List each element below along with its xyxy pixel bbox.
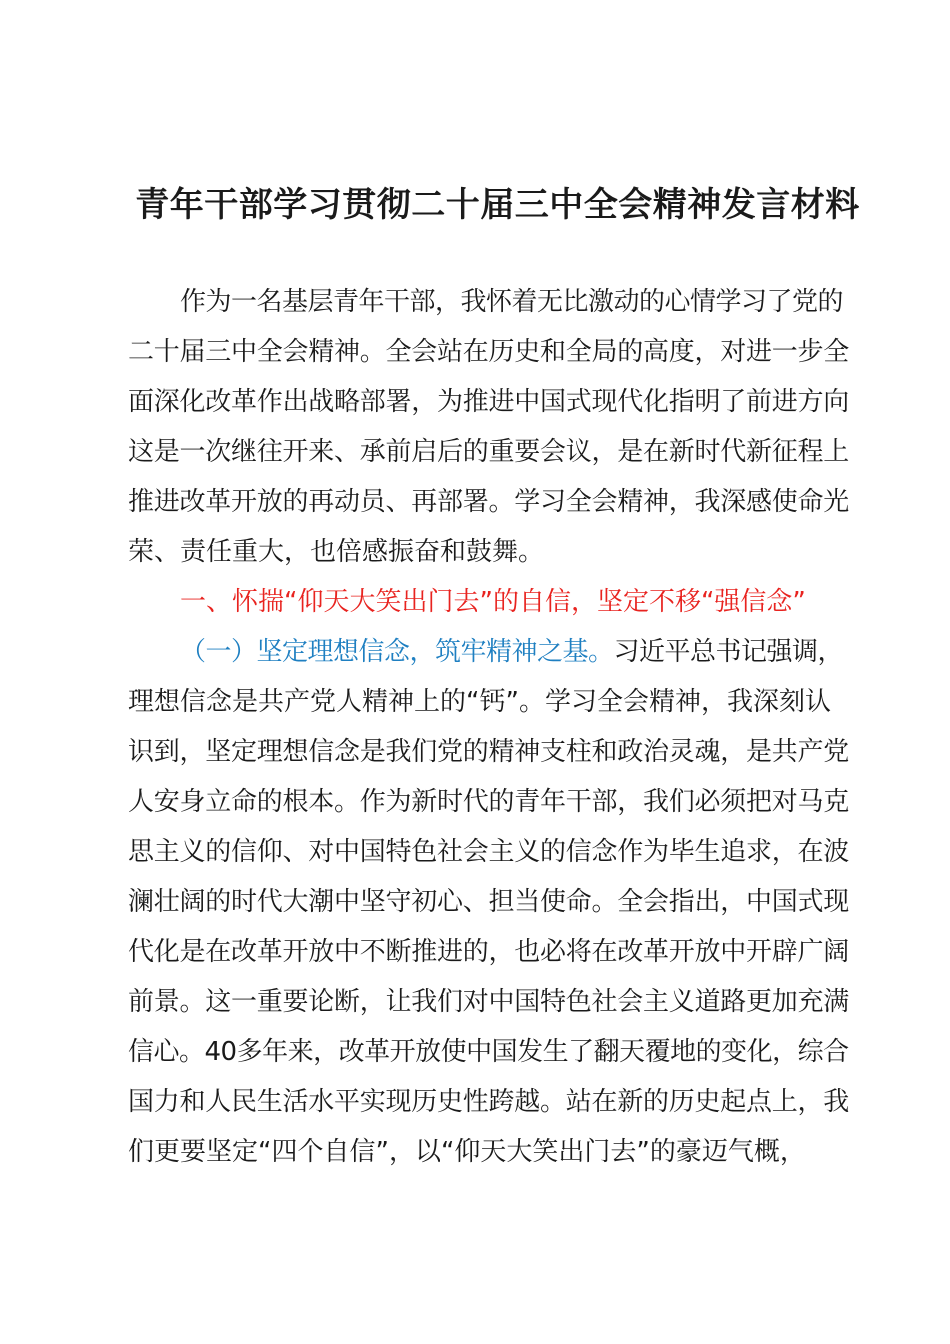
paragraph-line: 识到，坚定理想信念是我们党的精神支柱和政治灵魂，是共产党	[128, 737, 850, 767]
paragraph-line: 信心。40多年来，改革开放使中国发生了翻天覆地的变化，综合	[128, 1037, 849, 1067]
paragraph-line: 思主义的信仰、对中国特色社会主义的信念作为毕生追求，在波	[128, 837, 850, 867]
subheading: （一）坚定理想信念，筑牢精神之基。	[180, 637, 614, 667]
paragraph-line: 作为一名基层青年干部，我怀着无比激动的心情学习了党的	[180, 287, 844, 317]
paragraph-line: 国力和人民生活水平实现历史性跨越。站在新的历史起点上，我	[128, 1087, 850, 1117]
paragraph-line: 人安身立命的根本。作为新时代的青年干部，我们必须把对马克	[128, 787, 850, 817]
paragraph-line: 前景。这一重要论断，让我们对中国特色社会主义道路更加充满	[128, 987, 850, 1017]
paragraph-line: 二十届三中全会精神。全会站在历史和全局的高度，对进一步全	[128, 337, 850, 367]
paragraph-line-first	[180, 632, 848, 672]
paragraph-line: 推进改革开放的再动员、再部署。学习全会精神，我深感使命光	[128, 487, 850, 517]
paragraph-line: 理想信念是共产党人精神上的“钙”。学习全会精神，我深刻认	[128, 687, 831, 717]
document-title: 青年干部学习贯彻二十届三中全会精神发言材料	[135, 185, 860, 225]
paragraph-text: 习近平总书记强调，	[613, 637, 844, 667]
paragraph-line: 这是一次继往开来、承前启后的重要会议，是在新时代新征程上	[128, 437, 850, 467]
paragraph-line: 代化是在改革开放中不断推进的，也必将在改革开放中开辟广阔	[128, 937, 850, 967]
paragraph-line: 们更要坚定“四个自信”，以“仰天大笑出门去”的豪迈气概，	[128, 1137, 806, 1167]
paragraph-line: 面深化改革作出战略部署，为推进中国式现代化指明了前进方向	[128, 387, 850, 417]
paragraph-line: 澜壮阔的时代大潮中坚守初心、担当使命。全会指出，中国式现	[128, 887, 850, 917]
section-heading: 一、怀揣“仰天大笑出门去”的自信，坚定不移“强信念”	[180, 587, 806, 617]
paragraph-line: 荣、责任重大，也倍感振奋和鼓舞。	[128, 537, 545, 567]
